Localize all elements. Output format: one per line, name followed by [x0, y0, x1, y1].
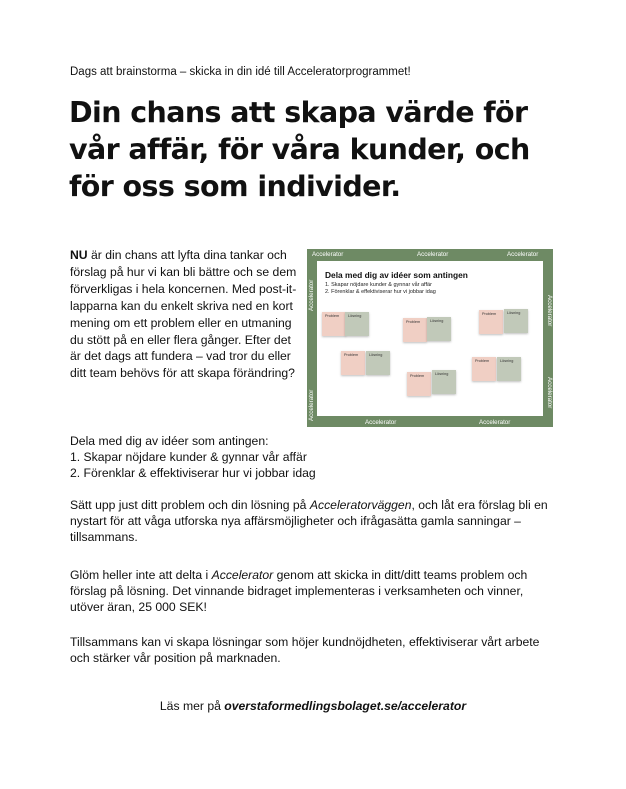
board-edge-label: Accelerator	[308, 279, 315, 311]
problem-note: Problem	[322, 312, 346, 336]
board-edge-label: Accelerator	[365, 419, 397, 426]
page-headline: Din chans att skapa värde för vår affär, för våra kunder, och för oss som individer.	[69, 96, 530, 203]
solution-note: Lösning	[504, 309, 528, 333]
board-edge-label: Accelerator	[507, 251, 539, 258]
solution-note: Lösning	[432, 370, 456, 394]
problem-note: Problem	[479, 310, 503, 334]
para2-text-end: genom att skicka in ditt/ditt teams problem och förslag på lösning. Det vinnande bidraget implementeras i verksamheten och vinner, utöver äran, 25 000 SEK!	[70, 568, 528, 615]
intro-paragraph	[70, 247, 302, 382]
para1-emphasis: Acceleratorväggen	[309, 498, 412, 512]
para1-text-end: , och låt era förslag bli en nystart för att våga utforska nya affärsmöjligheter och ifrågasätta gamla sanningar – tillsammans.	[70, 498, 548, 545]
board-edge-label: Accelerator	[546, 295, 553, 327]
board-edge-label: Accelerator	[312, 251, 344, 258]
problem-note: Problem	[407, 372, 431, 396]
board-edge-label: Accelerator	[308, 389, 315, 421]
problem-note: Problem	[472, 357, 496, 381]
paragraph-wall	[70, 497, 556, 546]
accelerator-board-image	[307, 249, 553, 427]
board-edge-label: Accelerator	[479, 419, 511, 426]
intro-lead: NU	[70, 248, 88, 262]
intro-text: är din chans att lyfta dina tankar och förslag på hur vi kan bli bättre och se dem förverkligas i hela koncernen. Med post-it-lapparna kan du enkelt skriva ned en kort mening om ett problem eller en utmaning du stött på en eller flera gånger. Efter det är det dags att fundera – vad tror du eller ditt team behövs för att skapa förändring?	[70, 248, 297, 381]
board-line-1: 1. Skapar nöjdare kunder & gynnar vår affär	[325, 282, 432, 288]
paragraph-together: Tillsammans kan vi skapa lösningar som höjer kundnöjdheten, effektiviserar vårt arbete och stärker vår position på marknaden.	[70, 635, 540, 666]
board-title: Dela med dig av idéer som antingen	[325, 270, 468, 280]
read-more-footer	[0, 699, 626, 713]
solution-note: Lösning	[427, 317, 451, 341]
solution-note: Lösning	[345, 312, 369, 336]
paragraph-contest	[70, 567, 556, 616]
para1-text: Sätt upp just ditt problem och din lösning på	[70, 498, 310, 512]
para2-emphasis: Accelerator	[211, 568, 274, 582]
idea-criteria-list	[70, 433, 550, 482]
problem-note: Problem	[341, 351, 365, 375]
para2-text: Glöm heller inte att delta i	[70, 568, 212, 582]
solution-note: Lösning	[366, 351, 390, 375]
list-item: 1. Skapar nöjdare kunder & gynnar vår affär	[70, 450, 307, 465]
top-line: Dags att brainstorma – skicka in din idé till Acceleratorprogrammet!	[70, 66, 411, 78]
problem-note: Problem	[403, 318, 427, 342]
solution-note: Lösning	[497, 357, 521, 381]
board-edge-label: Accelerator	[546, 377, 553, 409]
list-item: 2. Förenklar & effektiviserar hur vi jobbar idag	[70, 466, 316, 481]
footer-prefix: Läs mer på	[159, 699, 225, 713]
board-whiteboard	[317, 261, 543, 416]
list-intro: Dela med dig av idéer som antingen:	[70, 434, 269, 448]
board-line-2: 2. Förenklar & effektiviserar hur vi jobbar idag	[325, 289, 436, 295]
board-edge-label: Accelerator	[417, 251, 449, 258]
read-more-link[interactable]: overstaformedlingsbolaget.se/accelerator	[224, 699, 467, 713]
